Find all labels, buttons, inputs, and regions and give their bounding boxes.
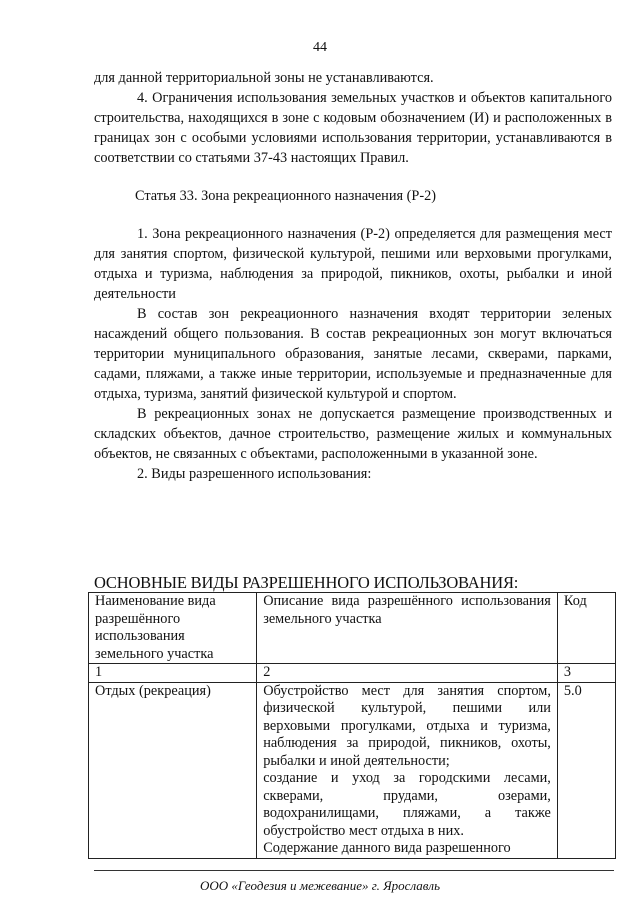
header-description: Описание вида разрешённого использования земельного участка — [257, 593, 558, 664]
use-name: Отдых (рекреация) — [89, 682, 257, 858]
use-description-part-3: Содержание данного вида разрешенного — [263, 840, 511, 856]
paragraph-restrictions: 4. Ограничения использования земельных участков и объектов капитального строительства, находящихся в зоне с кодовым обозначением (И) и расположенных в границах зон с особыми условиями использования территории, устанавливаются в соответствии со статьями 37-43 настоящих Правил. — [94, 90, 612, 166]
column-number-2: 2 — [257, 664, 558, 683]
use-description-part-1: Обустройство мест для занятия спортом, физической культурой, пешими или верховыми прогулками, отдыха и туризма, наблюдения за природой, пикников, охоты, рыбалки и иной деятельности; — [263, 682, 551, 769]
paragraph-zone-definition: 1. Зона рекреационного назначения (Р-2) определяется для размещения мест для занятия спортом, физической культурой, пешими или верховыми прогулками, отдыха и туризма, наблюдения за природой, пикников, охоты, рыбалки и иной деятельности — [94, 226, 612, 302]
table-title: ОСНОВНЫЕ ВИДЫ РАЗРЕШЕННОГО ИСПОЛЬЗОВАНИЯ: — [94, 573, 519, 592]
paragraph-permitted-uses: 2. Виды разрешенного использования: — [137, 466, 372, 482]
paragraph-zone-composition: В состав зон рекреационного назначения входят территории зеленых насаждений общего пользования. В состав рекреационных зон могут включаться территории муниципального образования, занятые лесами, скверами, парками, садами, пляжами, а также иные территории, используемые и предназначенные для отдыха, туризма, занятий физической культурой и спортом. — [94, 306, 612, 402]
document-body — [94, 68, 612, 484]
table-header-row — [89, 593, 616, 664]
use-code: 5.0 — [557, 682, 615, 858]
use-description — [257, 682, 558, 858]
paragraph-zone-restrictions: В рекреационных зонах не допускается размещение производственных и складских объектов, дачное строительство, размещение жилых и коммунальных объектов, не связанных с объектами, расположенными в указанной зоне. — [94, 406, 612, 462]
column-number-1: 1 — [89, 664, 257, 683]
use-description-part-2: создание и уход за городскими лесами, скверами, прудами, озерами, водохранилищами, пляжами, а также обустройство мест отдыха в них. — [263, 770, 551, 839]
column-number-3: 3 — [557, 664, 615, 683]
article-heading: Статья 33. Зона рекреационного назначения (Р-2) — [135, 188, 437, 204]
table-number-row — [89, 664, 616, 683]
header-code: Код — [557, 593, 615, 664]
header-name: Наименование вида разрешённого использования земельного участка — [89, 593, 257, 664]
paragraph-continuation: для данной территориальной зоны не устанавливаются. — [94, 70, 434, 86]
permitted-uses-table — [88, 592, 616, 859]
table-row — [89, 682, 616, 858]
footer-text: ООО «Геодезия и межевание» г. Ярославль — [199, 878, 441, 893]
page-number: 44 — [313, 40, 327, 55]
footer-divider — [94, 870, 614, 871]
